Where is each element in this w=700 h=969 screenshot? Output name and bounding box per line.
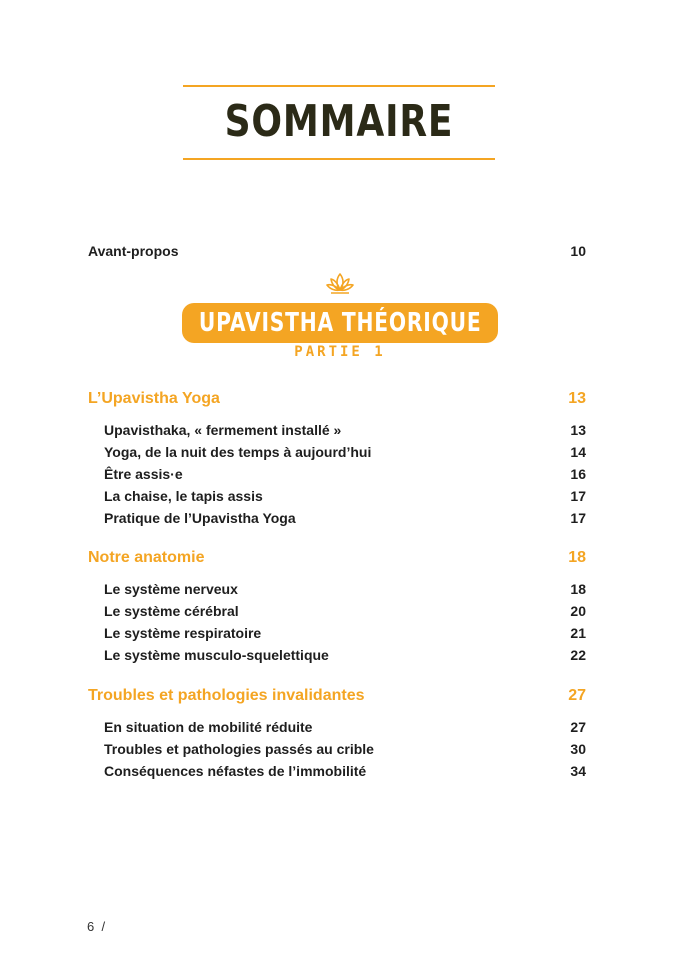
toc-entry-label: Yoga, de la nuit des temps à aujourd’hui <box>104 444 372 460</box>
toc-entry[interactable] <box>104 647 586 663</box>
toc-entry[interactable] <box>104 719 586 735</box>
toc-entry-label: Avant-propos <box>88 243 179 259</box>
lotus-icon <box>326 272 354 294</box>
toc-entry-page: 30 <box>570 741 586 757</box>
toc-chapter-notre-anatomie[interactable] <box>88 549 586 567</box>
toc-entry-label: Le système nerveux <box>104 581 238 597</box>
toc-entry[interactable] <box>104 444 586 460</box>
toc-entry[interactable] <box>104 422 586 438</box>
toc-entry[interactable] <box>104 763 586 779</box>
toc-chapter-label: Troubles et pathologies invalidantes <box>88 687 365 704</box>
toc-entry[interactable] <box>104 488 586 504</box>
toc-entry-page: 21 <box>570 625 586 641</box>
toc-entry[interactable] <box>104 741 586 757</box>
toc-entry-page: 13 <box>570 422 586 438</box>
toc-chapter-upavistha-yoga[interactable] <box>88 390 586 408</box>
toc-chapter-label: Notre anatomie <box>88 549 205 566</box>
toc-entry[interactable] <box>104 603 586 619</box>
toc-entry-page: 22 <box>570 647 586 663</box>
toc-entry-label: La chaise, le tapis assis <box>104 488 263 504</box>
toc-entry-page: 17 <box>570 488 586 504</box>
toc-chapter-page: 18 <box>568 549 586 566</box>
toc-entry-page: 10 <box>570 243 586 259</box>
toc-entry-page: 17 <box>570 510 586 526</box>
toc-entry-label: En situation de mobilité réduite <box>104 719 313 735</box>
toc-entry-label: Le système respiratoire <box>104 625 262 641</box>
page-title: SOMMAIRE <box>224 96 454 147</box>
toc-entry-page: 27 <box>570 719 586 735</box>
toc-chapter-troubles[interactable] <box>88 687 586 705</box>
toc-entry-page: 16 <box>570 466 586 482</box>
toc-entry[interactable] <box>104 466 586 482</box>
toc-chapter-page: 27 <box>568 687 586 704</box>
toc-entry-label: Le système musculo-squelettique <box>104 647 329 663</box>
page-number: 6 / <box>87 919 106 934</box>
toc-entry-label: Troubles et pathologies passés au crible <box>104 741 374 757</box>
toc-entry-label: Être assis·e <box>104 466 183 482</box>
toc-entry[interactable] <box>104 510 586 526</box>
part-banner <box>182 303 498 343</box>
part-banner-title: UPAVISTHA THÉORIQUE <box>198 308 482 338</box>
toc-entry-label: Upavisthaka, « fermement installé » <box>104 422 342 438</box>
toc-entry[interactable] <box>104 581 586 597</box>
toc-entry[interactable] <box>104 625 586 641</box>
toc-entry-page: 34 <box>570 763 586 779</box>
toc-entry-label: Le système cérébral <box>104 603 239 619</box>
toc-entry-foreword[interactable] <box>88 243 586 259</box>
toc-entry-label: Pratique de l’Upavistha Yoga <box>104 510 296 526</box>
toc-entry-page: 14 <box>570 444 586 460</box>
part-subtitle: PARTIE 1 <box>294 344 386 360</box>
toc-entry-page: 18 <box>570 581 586 597</box>
toc-entry-page: 20 <box>570 603 586 619</box>
toc-chapter-page: 13 <box>568 390 586 407</box>
title-bottom-rule <box>183 158 495 160</box>
toc-entry-label: Conséquences néfastes de l’immobilité <box>104 763 367 779</box>
toc-chapter-label: L’Upavistha Yoga <box>88 390 220 407</box>
